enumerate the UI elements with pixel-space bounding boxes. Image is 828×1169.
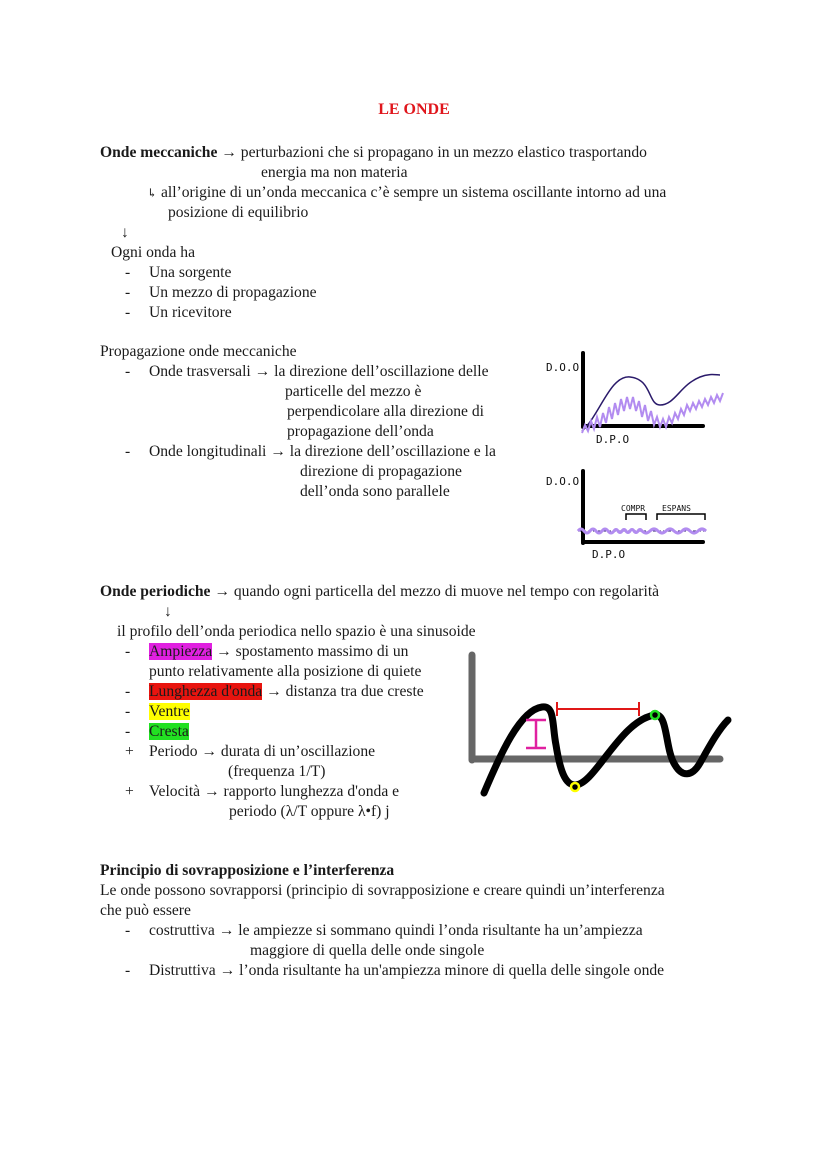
- trasversali-line: perpendicolare alla direzione di: [287, 403, 484, 420]
- list-item-cresta: - Cresta: [125, 723, 189, 740]
- ventre-marker: [571, 783, 579, 791]
- y-axis-label: D.O.O: [546, 475, 580, 488]
- arrow-icon: →: [221, 144, 237, 161]
- trasversali-line: particelle del mezzo è: [285, 383, 422, 400]
- return-arrow-icon: ↳: [147, 186, 158, 200]
- expansion-label: ESPANS: [662, 504, 691, 513]
- list-item: - Un ricevitore: [125, 304, 232, 321]
- highlight-ventre: Ventre: [149, 703, 190, 720]
- y-axis-label: D.O.O: [546, 361, 580, 374]
- costruttiva-continuation: maggiore di quella delle onde singole: [250, 942, 485, 959]
- arrow-icon: →: [218, 922, 235, 939]
- list-item-velocita: + Velocità → rapporto lunghezza d'onda e: [125, 783, 400, 800]
- meccaniche-definition-line1: Onde meccaniche → perturbazioni che si propagano in un mezzo elastico trasportando: [100, 144, 647, 161]
- arrow-icon: →: [204, 783, 220, 800]
- longitudinal-wave-sketch: [540, 465, 730, 565]
- compression-label: COMPR: [621, 504, 646, 513]
- highlight-lunghezza: Lunghezza d'onda: [149, 683, 263, 700]
- page-title: LE ONDE: [378, 101, 450, 118]
- down-arrow-icon: ↓: [121, 224, 129, 241]
- arrow-icon: →: [214, 583, 230, 600]
- highlight-ampiezza: Ampiezza: [149, 643, 213, 660]
- list-item-costruttiva: - costruttiva → le ampiezze si sommano quindi l’onda risultante ha un’ampiezza: [125, 922, 643, 939]
- interferenza-line1: Le onde possono sovrapporsi (principio di sovrapposizione e creare quindi un’interferenza: [100, 882, 665, 899]
- list-item: - Un mezzo di propagazione: [125, 284, 317, 301]
- list-item-longitudinali: - Onde longitudinali → la direzione dell’oscillazione e la: [125, 443, 496, 460]
- list-item-ventre: - Ventre: [125, 703, 190, 720]
- arrow-icon: →: [201, 743, 218, 760]
- x-axis-label: D.P.O: [596, 433, 630, 446]
- meccaniche-origin-line1: ↳ all’origine di un’onda meccanica c’è sempre un sistema oscillante intorno ad una: [147, 184, 667, 201]
- arrow-icon: →: [216, 643, 232, 660]
- propagazione-heading: Propagazione onde meccaniche: [100, 343, 297, 360]
- list-item-lunghezza: - Lunghezza d'onda → distanza tra due creste: [125, 683, 424, 700]
- meccaniche-heading: Onde meccaniche: [100, 144, 218, 161]
- list-item-distruttiva: - Distruttiva → l’onda risultante ha un'ampiezza minore di quella delle singole onde: [125, 962, 665, 979]
- periodo-continuation: (frequenza 1/T): [228, 763, 326, 780]
- sinusoid-diagram: [460, 645, 740, 805]
- ampiezza-continuation: punto relativamente alla posizione di quiete: [149, 663, 422, 680]
- ogni-onda-label: Ogni onda ha: [111, 244, 196, 261]
- list-item-trasversali: - Onde trasversali → la direzione dell’oscillazione delle: [125, 363, 489, 380]
- x-axis-label: D.P.O: [592, 548, 626, 561]
- periodiche-heading: Onde periodiche: [100, 583, 211, 600]
- meccaniche-definition-line2: energia ma non materia: [261, 164, 408, 181]
- highlight-cresta: Cresta: [149, 723, 189, 740]
- transverse-wave-sketch: [540, 345, 730, 450]
- longitudinali-line: direzione di propagazione: [300, 463, 462, 480]
- cresta-marker: [651, 711, 659, 719]
- list-item-periodo: + Periodo → durata di un’oscillazione: [125, 743, 376, 760]
- profilo-text: il profilo dell’onda periodica nello spazio è una sinusoide: [117, 623, 476, 640]
- trasversali-line: propagazione dell’onda: [287, 423, 434, 440]
- velocita-continuation: periodo (λ/T oppure λ•f) j: [229, 803, 390, 820]
- meccaniche-origin-line2: posizione di equilibrio: [168, 204, 309, 221]
- list-item: - Una sorgente: [125, 264, 232, 281]
- list-item-ampiezza: - Ampiezza → spostamento massimo di un: [125, 643, 409, 660]
- interferenza-heading: Principio di sovrapposizione e l’interferenza: [100, 862, 395, 879]
- interferenza-line2: che può essere: [100, 902, 191, 919]
- arrow-icon: →: [266, 683, 282, 700]
- periodiche-definition: Onde periodiche → quando ogni particella del mezzo di muove nel tempo con regolarità: [100, 583, 660, 600]
- arrow-icon: →: [254, 363, 271, 380]
- arrow-icon: →: [270, 443, 286, 460]
- longitudinali-line: dell’onda sono parallele: [300, 483, 450, 500]
- arrow-icon: →: [219, 962, 236, 979]
- down-arrow-icon: ↓: [164, 603, 172, 620]
